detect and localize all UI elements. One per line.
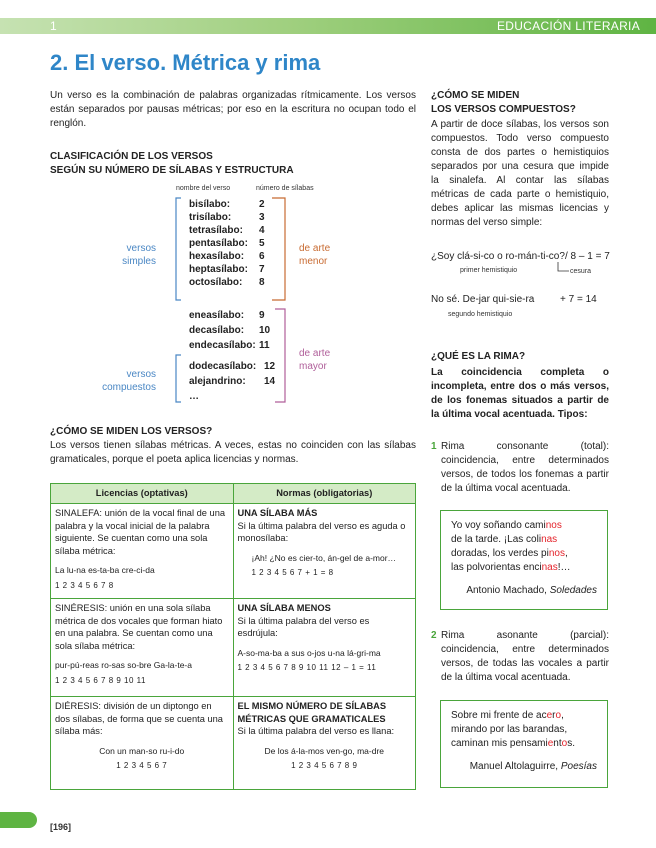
- compound-example-2-count: + 7 = 14: [560, 294, 597, 305]
- table-row: [51, 504, 416, 599]
- second-hemistich-label: segundo hemistiquio: [448, 311, 513, 318]
- chapter-number: 1: [50, 19, 57, 33]
- norm-numbers: 1 2 3 4 5 6 7 + 1 = 8: [251, 568, 334, 577]
- sineresis-text: SINÉRESIS: unión en una sola sílaba métrica de dos vocales que forman hiato en una palabra. Se cuentan como una sola sílaba métrica:: [55, 603, 223, 651]
- table-header-licenses: Licencias (optativas): [51, 484, 234, 504]
- norm-title: UNA SÍLABA MENOS: [237, 603, 331, 613]
- norm-title: UNA SÍLABA MÁS: [237, 508, 318, 518]
- rhyme-type-2-number: 2: [431, 630, 437, 641]
- rhyme-text: La coincidencia completa o incompleta, entre dos o más versos, de los fonemas situados a partir de la última vocal acentuada. Tipos:: [431, 367, 609, 420]
- simple-label: versos simples: [122, 243, 156, 267]
- norm-text: Si la última palabra del verso es aguda o monosílaba:: [237, 520, 406, 543]
- norm-text: Si la última palabra del verso es esdrújula:: [237, 615, 370, 638]
- norm-example: ¡Ah! ¿No es cier-to, án-gel de a-mor…: [251, 552, 397, 563]
- poem-2-work: Poesías: [560, 761, 597, 772]
- norm-example: De los á-la-mos ven-go, ma-dre: [264, 745, 384, 756]
- dieresis-numbers: 1 2 3 4 5 6 7: [116, 761, 168, 770]
- table-header-norms: Normas (obligatorias): [233, 484, 416, 504]
- major-verse-list-a: eneasílabo: 9 decasílabo: 10 endecasílabo: 11: [189, 310, 271, 351]
- norm-numbers: 1 2 3 4 5 6 7 8 9 10 11 12 – 1 = 11: [237, 663, 377, 672]
- table-row: [51, 697, 416, 790]
- first-hemistich-label: primer hemistiquio: [460, 267, 518, 274]
- norm-text: Si la última palabra del verso es llana:: [237, 726, 395, 736]
- classification-heading-2: SEGÚN SU NÚMERO DE SÍLABAS Y ESTRUCTURA: [50, 165, 294, 176]
- major-verse-list-b: dodecasílabo: 12 alejandrino: 14 …: [189, 361, 276, 402]
- compound-heading-2: LOS VERSOS COMPUESTOS?: [431, 104, 576, 115]
- cesura-arrow: [555, 262, 571, 274]
- rhyme-type-1-text: Rima consonante (total): coincidencia, entre determinados versos, de todos los fonemas a partir de la última vocal acentuada.: [441, 441, 609, 494]
- sinalefa-text: SINALEFA: unión de la vocal final de una palabra y la vocal inicial de la palabra siguiente. Se cuentan como una sola sílaba métrica:: [55, 508, 226, 556]
- compound-label: versos compuestos: [102, 369, 156, 393]
- dieresis-text: DIÉRESIS: división de un diptongo en dos sílabas, de forma que se cuenta una sílaba más:: [55, 701, 223, 736]
- compound-example-1-count: / 8 – 1 = 7: [565, 251, 610, 262]
- sineresis-numbers: 1 2 3 4 5 6 7 8 9 10 11: [55, 675, 146, 685]
- table-row: [51, 599, 416, 697]
- sineresis-example: pur-pú-reas ro-sas so-bre Ga-la-te-a: [55, 660, 192, 670]
- cesura-label: cesura: [570, 268, 592, 275]
- col-syllable-count: número de sílabas: [256, 185, 314, 192]
- intro-paragraph: Un verso es la combinación de palabras organizadas rítmicamente. Los versos están separados por pausas métricas; por eso en la escritura no ocupan todo el renglón.: [50, 90, 416, 129]
- compound-heading-1: ¿CÓMO SE MIDEN: [431, 90, 520, 101]
- poem-box-1: Yo voy soñando caminos de la tarde. ¡Las colinas doradas, los verdes pinos, las polvorientas encinas!… Antonio Machado, Soledades: [440, 510, 608, 610]
- dieresis-example: Con un man-so ru-i-do: [99, 745, 185, 756]
- major-art-label: de arte mayor: [299, 348, 331, 372]
- poem-box-2: Sobre mi frente de acero, mirando por las barandas, caminan mis pensamientos. Manuel Altolaguirre, Poesías: [440, 700, 608, 788]
- norm-numbers: 1 2 3 4 5 6 7 8 9: [291, 761, 358, 770]
- footer-bar: [0, 812, 37, 828]
- poem-1-author: Antonio Machado,: [466, 585, 547, 596]
- measure-text: Los versos tienen sílabas métricas. A veces, estas no coinciden con las sílabas gramaticales, porque el poeta aplica licencias y normas.: [50, 440, 416, 465]
- rhyme-heading: ¿QUÉ ES LA RIMA?: [431, 351, 526, 362]
- minor-art-label: de arte menor: [299, 243, 331, 267]
- sinalefa-example: La lu-na es-ta-ba cre-ci-da: [55, 565, 155, 575]
- sinalefa-numbers: 1 2 3 4 5 6 7 8: [55, 580, 114, 590]
- compound-text: A partir de doce sílabas, los versos son compuestos. Todo verso compuesto consta de dos partes o hemistiquios separados por una cesura que impide la sinalefa. Al contar las sílabas métricas de cada parte o hemistiquio, debes aplicar las mismas licencias y normas del verso simple:: [431, 119, 609, 228]
- compound-example-2: No sé. De-jar qui-sie-ra: [431, 294, 535, 305]
- section-title: EDUCACIÓN LITERARIA: [496, 19, 640, 33]
- poem-1-work: Soledades: [549, 585, 597, 596]
- norm-example: A-so-ma-ba a sus o-jos u-na lá-gri-ma: [237, 647, 381, 658]
- minor-verse-list: bisílabo: 2 trisílabo: 3 tetrasílabo: 4 pentasílabo: 5 hexasílabo: 6 heptasílabo: 7 octosílabo: 8: [189, 199, 265, 288]
- rhyme-type-1-number: 1: [431, 441, 437, 452]
- page-title: 2. El verso. Métrica y rima: [50, 50, 321, 75]
- classification-heading-1: CLASIFICACIÓN DE LOS VERSOS: [50, 151, 213, 162]
- rhyme-type-2-text: Rima asonante (parcial): coincidencia, entre determinados versos, de todas las vocales a partir de la última vocal acentuada.: [441, 630, 609, 683]
- licenses-norms-table: [50, 483, 416, 790]
- norm-title: EL MISMO NÚMERO DE SÍLABAS MÉTRICAS QUE GRAMATICALES: [237, 701, 387, 724]
- page-number: [196]: [50, 822, 72, 832]
- measure-heading: ¿CÓMO SE MIDEN LOS VERSOS?: [50, 426, 213, 437]
- col-verse-name: nombre del verso: [176, 185, 231, 192]
- poem-2-author: Manuel Altolaguirre,: [469, 761, 559, 772]
- compound-example-1: ¿Soy clá-si-co o ro-mán-ti-co?: [431, 251, 565, 262]
